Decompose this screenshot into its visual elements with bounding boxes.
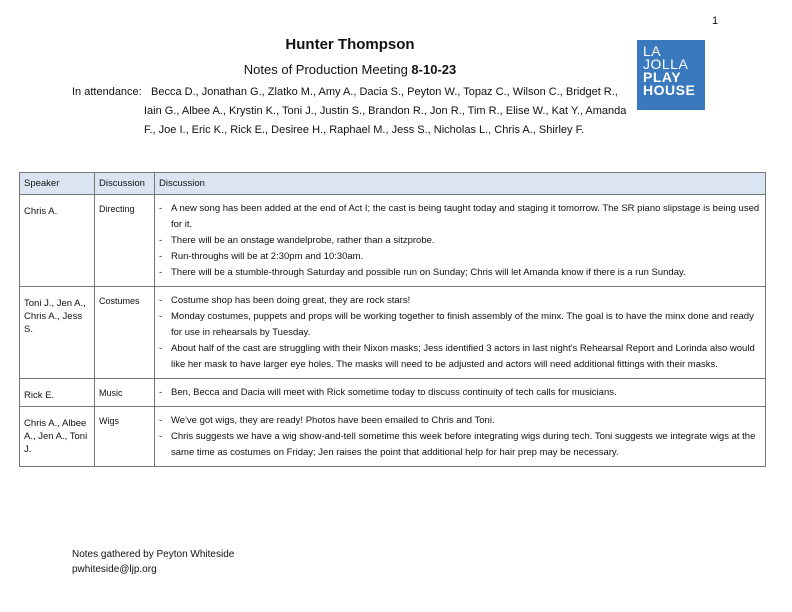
logo-line: JOLLA xyxy=(643,56,689,72)
author-email[interactable]: pwhiteside@ljp.org xyxy=(72,564,157,575)
discussion-cell xyxy=(155,287,766,379)
header-discussion: Discussion xyxy=(155,173,766,195)
discussion-item: - There will be an onstage wandelprobe, rather than a sitzprobe. xyxy=(157,233,761,249)
discussion-item: - We've got wigs, they are ready! Photos have been emailed to Chris and Toni. xyxy=(157,413,761,429)
speaker-cell: Toni J., Jen A., Chris A., Jess S. xyxy=(20,287,95,379)
header-department: Discussion xyxy=(95,173,155,195)
logo-line: HOUSE xyxy=(643,82,696,98)
table-header-row xyxy=(20,173,766,195)
discussion-item: - Costume shop has been doing great, they are rock stars! xyxy=(157,293,761,309)
attendance xyxy=(72,83,632,140)
document-title: Hunter Thompson xyxy=(285,36,415,53)
table-row xyxy=(20,407,766,467)
logo-line: LA xyxy=(643,43,662,59)
discussion-item: - Ben, Becca and Dacia will meet with Rick sometime today to discuss continuity of tech calls for musicians. xyxy=(157,385,761,401)
discussion-item: - About half of the cast are struggling with their Nixon masks; Jess identified 3 actors in last night's Rehearsal Report and Lorinda also would like her mask to have larger eye holes. The masks will need to be adjusted and actors will need additional fittings with their masks. xyxy=(157,341,761,373)
discussion-item: - Run-throughs will be at 2:30pm and 10:30am. xyxy=(157,249,761,265)
speaker-cell: Chris A., Albee A., Jen A., Toni J. xyxy=(20,407,95,467)
discussion-cell xyxy=(155,195,766,287)
subtitle-prefix: Notes of Production Meeting xyxy=(243,62,412,77)
speaker-cell: Chris A. xyxy=(20,195,95,287)
footer xyxy=(72,547,234,577)
department-cell: Directing xyxy=(95,195,155,287)
discussion-item: - A new song has been added at the end of Act I; the cast is being taught today and staging it tomorrow. The SR piano slipstage is being used for it. xyxy=(157,201,761,233)
page-number: 1 xyxy=(712,15,719,27)
la-jolla-playhouse-logo xyxy=(637,40,705,110)
attendance-label: In attendance: xyxy=(72,86,142,98)
department-cell: Wigs xyxy=(95,407,155,467)
discussion-cell xyxy=(155,379,766,407)
notes-author: Notes gathered by Peyton Whiteside xyxy=(72,549,235,560)
table-row xyxy=(20,287,766,379)
speaker-cell: Rick E. xyxy=(20,379,95,407)
attendance-names: Becca D., Jonathan G., Zlatko M., Amy A., Dacia S., Peyton W., Topaz C., Wilson C., Bridget R., Iain G., Albee A., Krystin K., Toni J., Justin S., Brandon R., Jon R., Tim R., Elise W., Kat Y., Amanda F., Joe I., Eric K., Rick E., Desiree H., Raphael M., Jess S., Nicholas L., Chris A., Shirley F. xyxy=(144,86,627,136)
discussion-item: - Monday costumes, puppets and props will be working together to finish assembly of the minx. The goal is to have the minx done and ready for use in rehearsals by Tuesday. xyxy=(157,309,761,341)
header-speaker: Speaker xyxy=(20,173,95,195)
table-row xyxy=(20,195,766,287)
logo-line: PLAY xyxy=(643,69,682,85)
discussion-item: - Chris suggests we have a wig show-and-tell sometime this week before integrating wigs during tech. Toni suggests we integrate wigs at the same time as costumes on Friday; Jen raises the point that additional help for hair prep may be necessary. xyxy=(157,429,761,461)
document-subtitle xyxy=(0,62,700,77)
discussion-item: - There will be a stumble-through Saturday and possible run on Sunday; Chris will let Amanda know if there is a run Sunday. xyxy=(157,265,761,281)
department-cell: Music xyxy=(95,379,155,407)
notes-table xyxy=(19,172,766,467)
discussion-cell xyxy=(155,407,766,467)
department-cell: Costumes xyxy=(95,287,155,379)
meeting-date: 8-10-23 xyxy=(411,62,457,77)
table-row xyxy=(20,379,766,407)
